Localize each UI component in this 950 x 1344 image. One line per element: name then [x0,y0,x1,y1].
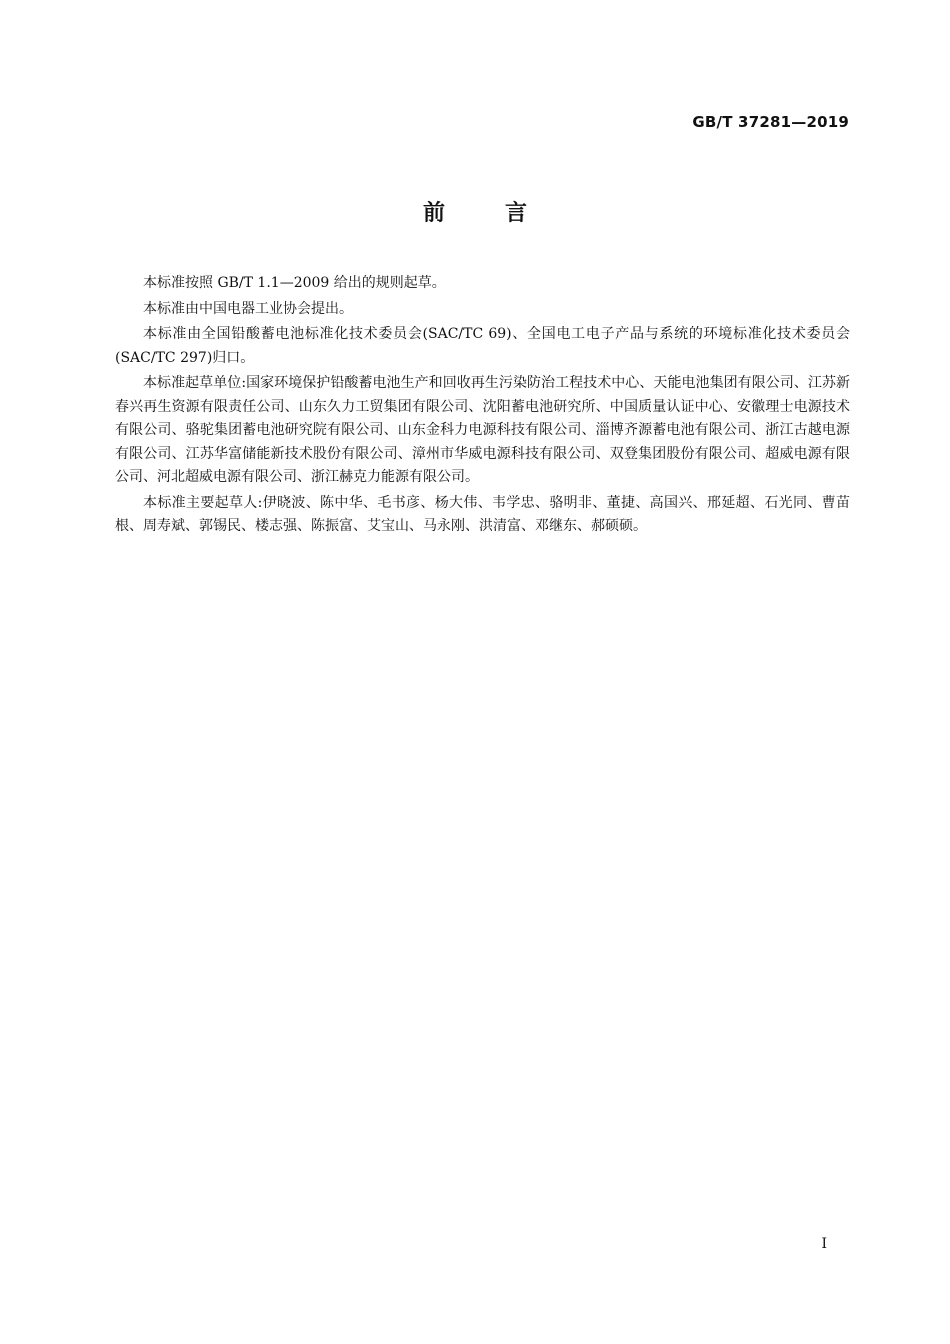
page-number: I [821,1236,827,1252]
standard-code: GB/T 37281—2019 [692,113,849,131]
paragraph: 本标准由中国电器工业协会提出。 [143,300,353,317]
paragraph: 本标准按照 GB/T 1.1—2009 给出的规则起草。 [143,275,446,291]
foreword-body [115,272,850,541]
page-title: 前言 [422,201,587,226]
paragraph: 本标准主要起草人:伊晓波、陈中华、毛书彦、杨大伟、韦学忠、骆明非、董捷、高国兴、邢延超、石光同、曹苗根、周寿斌、郭锡民、楼志强、陈振富、艾宝山、马永刚、洪清富、邓继东、郝硕硕。 [115,494,850,534]
paragraph: 本标准起草单位:国家环境保护铅酸蓄电池生产和回收再生污染防治工程技术中心、天能电池集团有限公司、江苏新春兴再生资源有限责任公司、山东久力工贸集团有限公司、沈阳蓄电池研究所、中国质量认证中心、安徽理士电源技术有限公司、骆驼集团蓄电池研究院有限公司、山东金科力电源科技有限公司、淄博齐源蓄电池有限公司、浙江古越电源有限公司、江苏华富储能新技术股份有限公司、漳州市华威电源科技有限公司、双登集团股份有限公司、超威电源有限公司、河北超威电源有限公司、浙江赫克力能源有限公司。 [115,375,850,485]
paragraph: 本标准由全国铅酸蓄电池标准化技术委员会(SAC/TC 69)、全国电工电子产品与系统的环境标准化技术委员会(SAC/TC 297)归口。 [115,326,850,366]
